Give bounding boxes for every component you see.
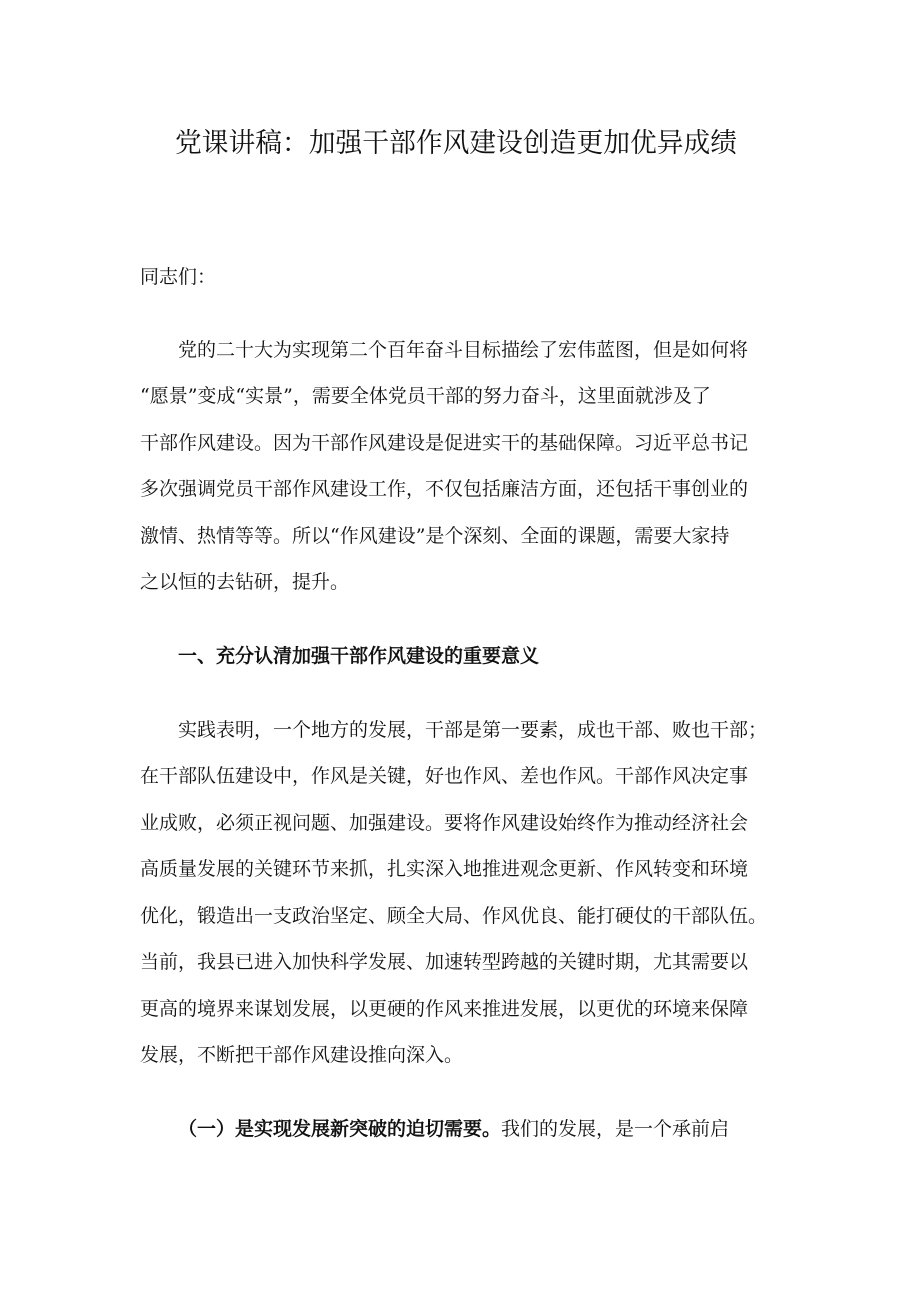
greeting: 同志们： bbox=[140, 266, 217, 288]
subsection-paragraph bbox=[178, 1114, 729, 1144]
paragraph-line: 在干部队伍建设中，作风是关键，好也作风、差也作风。干部作风决定事 bbox=[140, 765, 749, 787]
section-heading: 一、充分认清加强干部作风建设的重要意义 bbox=[178, 645, 540, 667]
paragraph-line: 实践表明，一个地方的发展，干部是第一要素，成也干部、败也干部； bbox=[178, 719, 768, 741]
paragraph-line: 当前，我县已进入加快科学发展、加速转型跨越的关键时期，尤其需要以 bbox=[140, 951, 749, 973]
paragraph-line: 更高的境界来谋划发展，以更硬的作风来推进发展，以更优的环境来保障 bbox=[140, 998, 749, 1020]
paragraph-line: 之以恒的去钻研，提升。 bbox=[140, 571, 350, 593]
paragraph-line: 激情、热情等等。所以“作风建设”是个深刻、全面的课题，需要大家持 bbox=[140, 525, 730, 547]
paragraph-line: 多次强调党员干部作风建设工作，不仅包括廉洁方面，还包括干事创业的 bbox=[140, 478, 749, 500]
paragraph-line: 党的二十大为实现第二个百年奋斗目标描绘了宏伟蓝图，但是如何将 bbox=[178, 339, 749, 361]
paragraph-line: “愿景”变成“实景”，需要全体党员干部的努力奋斗，这里面就涉及了 bbox=[140, 385, 711, 407]
paragraph-line: 业成败，必须正视问题、加强建设。要将作风建设始终作为推动经济社会 bbox=[140, 812, 749, 834]
paragraph-line: 高质量发展的关键环节来抓，扎实深入地推进观念更新、作风转变和环境 bbox=[140, 858, 749, 880]
paragraph-line: 优化，锻造出一支政治坚定、顾全大局、作风优良、能打硬仗的干部队伍。 bbox=[140, 905, 768, 927]
paragraph-line: 发展，不断把干部作风建设推向深入。 bbox=[140, 1044, 464, 1066]
document-title: 党课讲稿：加强干部作风建设创造更加优异成绩 bbox=[174, 128, 738, 159]
paragraph-line: 干部作风建设。因为干部作风建设是促进实干的基础保障。习近平总书记 bbox=[140, 432, 749, 454]
subsection-text: 我们的发展，是一个承前启 bbox=[501, 1118, 730, 1140]
subsection-heading: （一）是实现发展新突破的迫切需要。 bbox=[178, 1118, 502, 1140]
